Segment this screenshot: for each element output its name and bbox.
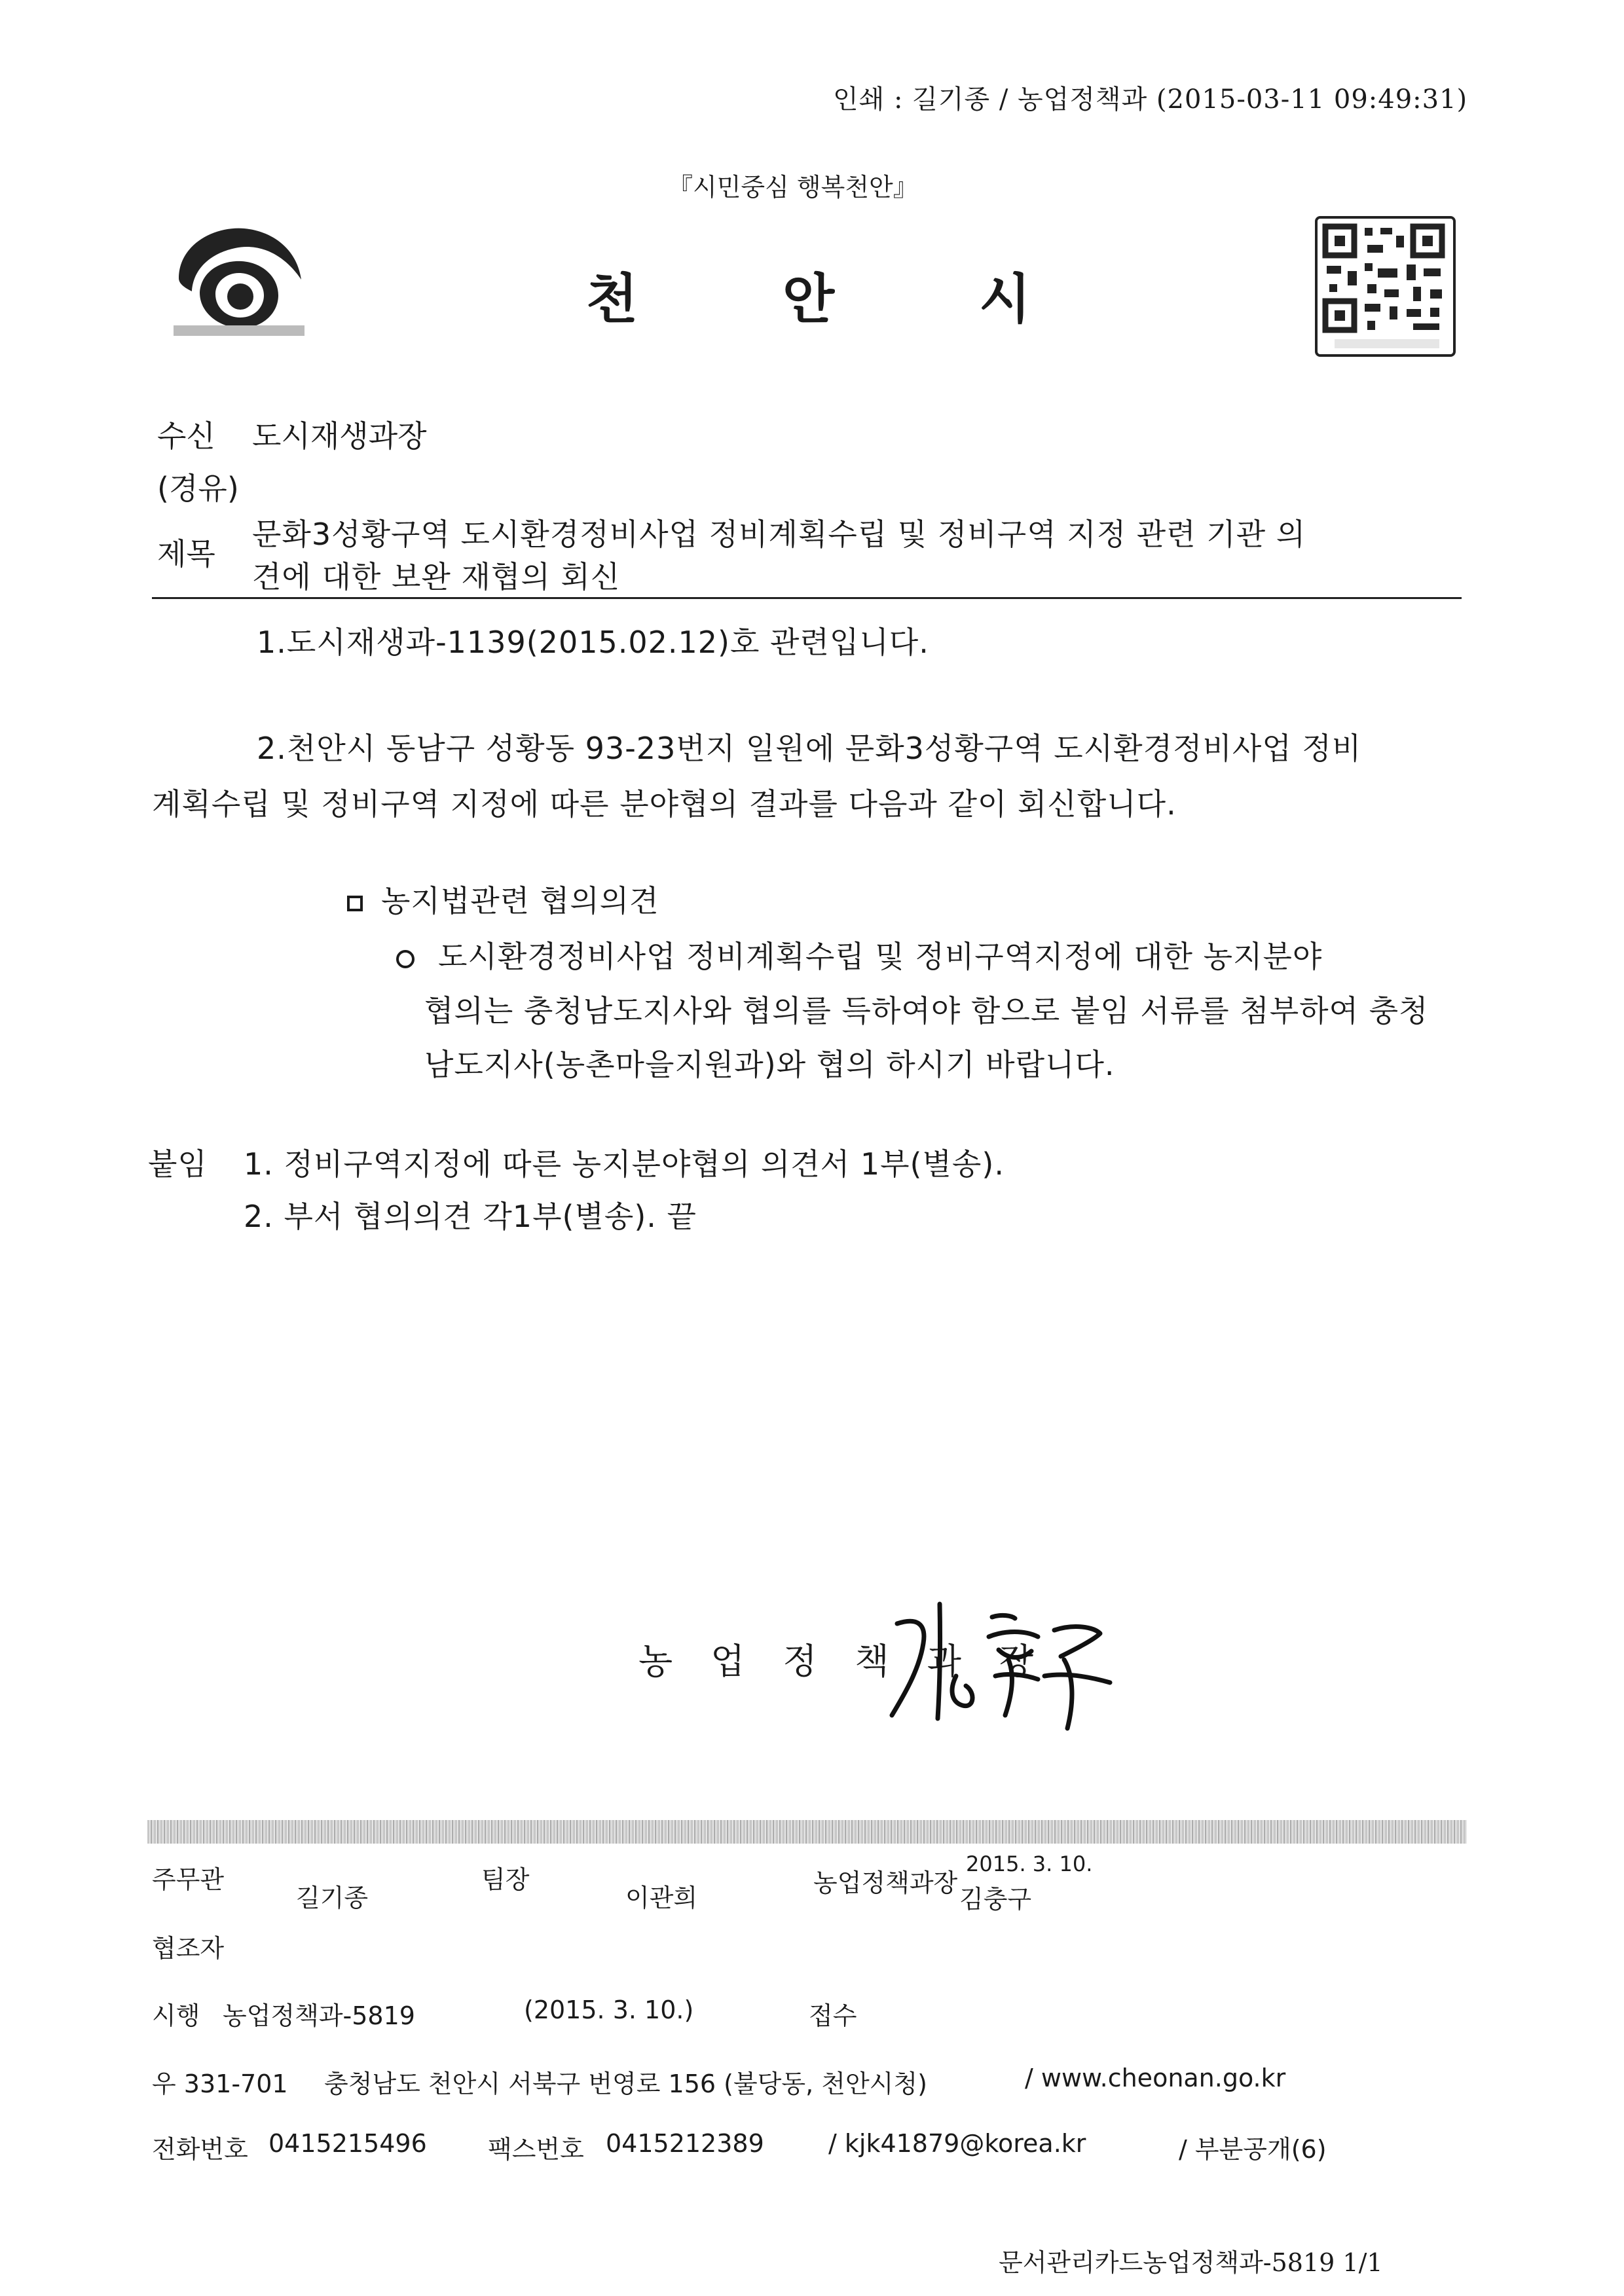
drafter-label: 주무관 [152,1865,225,1894]
sender-title-char: 장 [999,1641,1034,1682]
postal-code: 우 331-701 [152,2069,288,2098]
org-title-char-2: 안 [783,268,835,331]
subject-line-2: 견에 대한 보완 재협의 회신 [252,559,621,594]
city-logo-icon [167,219,311,340]
opinion-heading-row [347,877,659,920]
office-address: 충청남도 천안시 서북구 번영로 156 (불당동, 천안시청) [324,2069,927,2098]
enforcement-label: 시행 [152,2001,200,2030]
sender-title-char: 과 [927,1641,961,1682]
fax-label: 팩스번호 [488,2135,584,2164]
qr-code-icon [1315,216,1456,357]
opinion-line-3: 남도지사(농촌마을지원과)와 협의 하시기 바랍니다. [424,1047,1115,1082]
signature-icon [877,1578,1126,1748]
opinion-line-2: 협의는 충청남도지사와 협의를 득하여야 함으로 붙임 서류를 첨부하여 충청 [424,993,1429,1029]
org-title-char-3: 시 [979,268,1031,331]
recipient-value: 도시재생과장 [252,418,427,454]
opinion-heading: 농지법관련 협의의견 [381,883,659,919]
paragraph-2-line-2: 계획수립 및 정비구역 지정에 따른 분야협의 결과를 다음과 같이 회신합니다. [152,786,1177,822]
paragraph-2-line-1: 2.천안시 동남구 성황동 93-23번지 일원에 문화3성황구역 도시환경정비사업 정비 [257,731,1362,766]
sender-title-char: 농 [638,1641,673,1682]
print-header: 인쇄 : 길기종 / 농업정책과 (2015-03-11 09:49:31) [833,84,1468,115]
recipient-label: 수신 [157,418,215,454]
org-title-char-1: 천 [586,268,638,331]
slogan: 『시민중심 행복천안』 [668,173,918,202]
email-link[interactable]: / kjk41879@korea.kr [828,2129,1086,2158]
subject-divider [152,597,1462,599]
square-bullet-icon [347,896,363,911]
cooperator-label: 협조자 [152,1934,225,1963]
phone-number: 0415215496 [268,2129,427,2158]
doc-card-footer: 문서관리카드농업정책과-5819 1/1 [999,2248,1383,2277]
enforcement-doc-number: 농업정책과-5819 [223,2001,415,2030]
opinion-line-1-row [396,933,1322,976]
chief-label: 농업정책과장 [813,1868,958,1897]
circle-bullet-icon [396,950,415,968]
sender-title-char: 책 [855,1641,889,1682]
team-lead-name: 이관희 [625,1884,698,1912]
sender-title-char: 정 [783,1641,817,1682]
receipt-label: 접수 [809,2001,857,2030]
drafter-name: 길기종 [296,1884,369,1912]
chief-date: 2015. 3. 10. [966,1851,1093,1876]
attachment-item-2: 2. 부서 협의의견 각1부(별송). 끝 [244,1199,697,1234]
attachment-item-1: 1. 정비구역지정에 따른 농지분야협의 의견서 1부(별송). [244,1146,1005,1182]
subject-line-1: 문화3성황구역 도시환경정비사업 정비계획수립 및 정비구역 지정 관련 기관 의 [252,517,1306,552]
phone-label: 전화번호 [152,2135,248,2164]
enforcement-date: (2015. 3. 10.) [524,1995,694,2024]
chief-name: 김충구 [959,1885,1032,1914]
website-link[interactable]: / www.cheonan.go.kr [1025,2064,1286,2092]
sender-title-char: 업 [710,1641,745,1682]
footer-divider-bar [147,1820,1467,1844]
opinion-line-1: 도시환경정비사업 정비계획수립 및 정비구역지정에 대한 농지분야 [438,939,1323,974]
paragraph-1: 1.도시재생과-1139(2015.02.12)호 관련입니다. [257,625,929,660]
disclosure-status: / 부분공개(6) [1179,2135,1327,2164]
subject-label: 제목 [157,536,215,572]
via-label: (경유) [157,471,239,506]
fax-number: 0415212389 [606,2129,764,2158]
attachments-label: 붙임 [148,1146,208,1182]
team-lead-label: 팀장 [481,1865,530,1894]
